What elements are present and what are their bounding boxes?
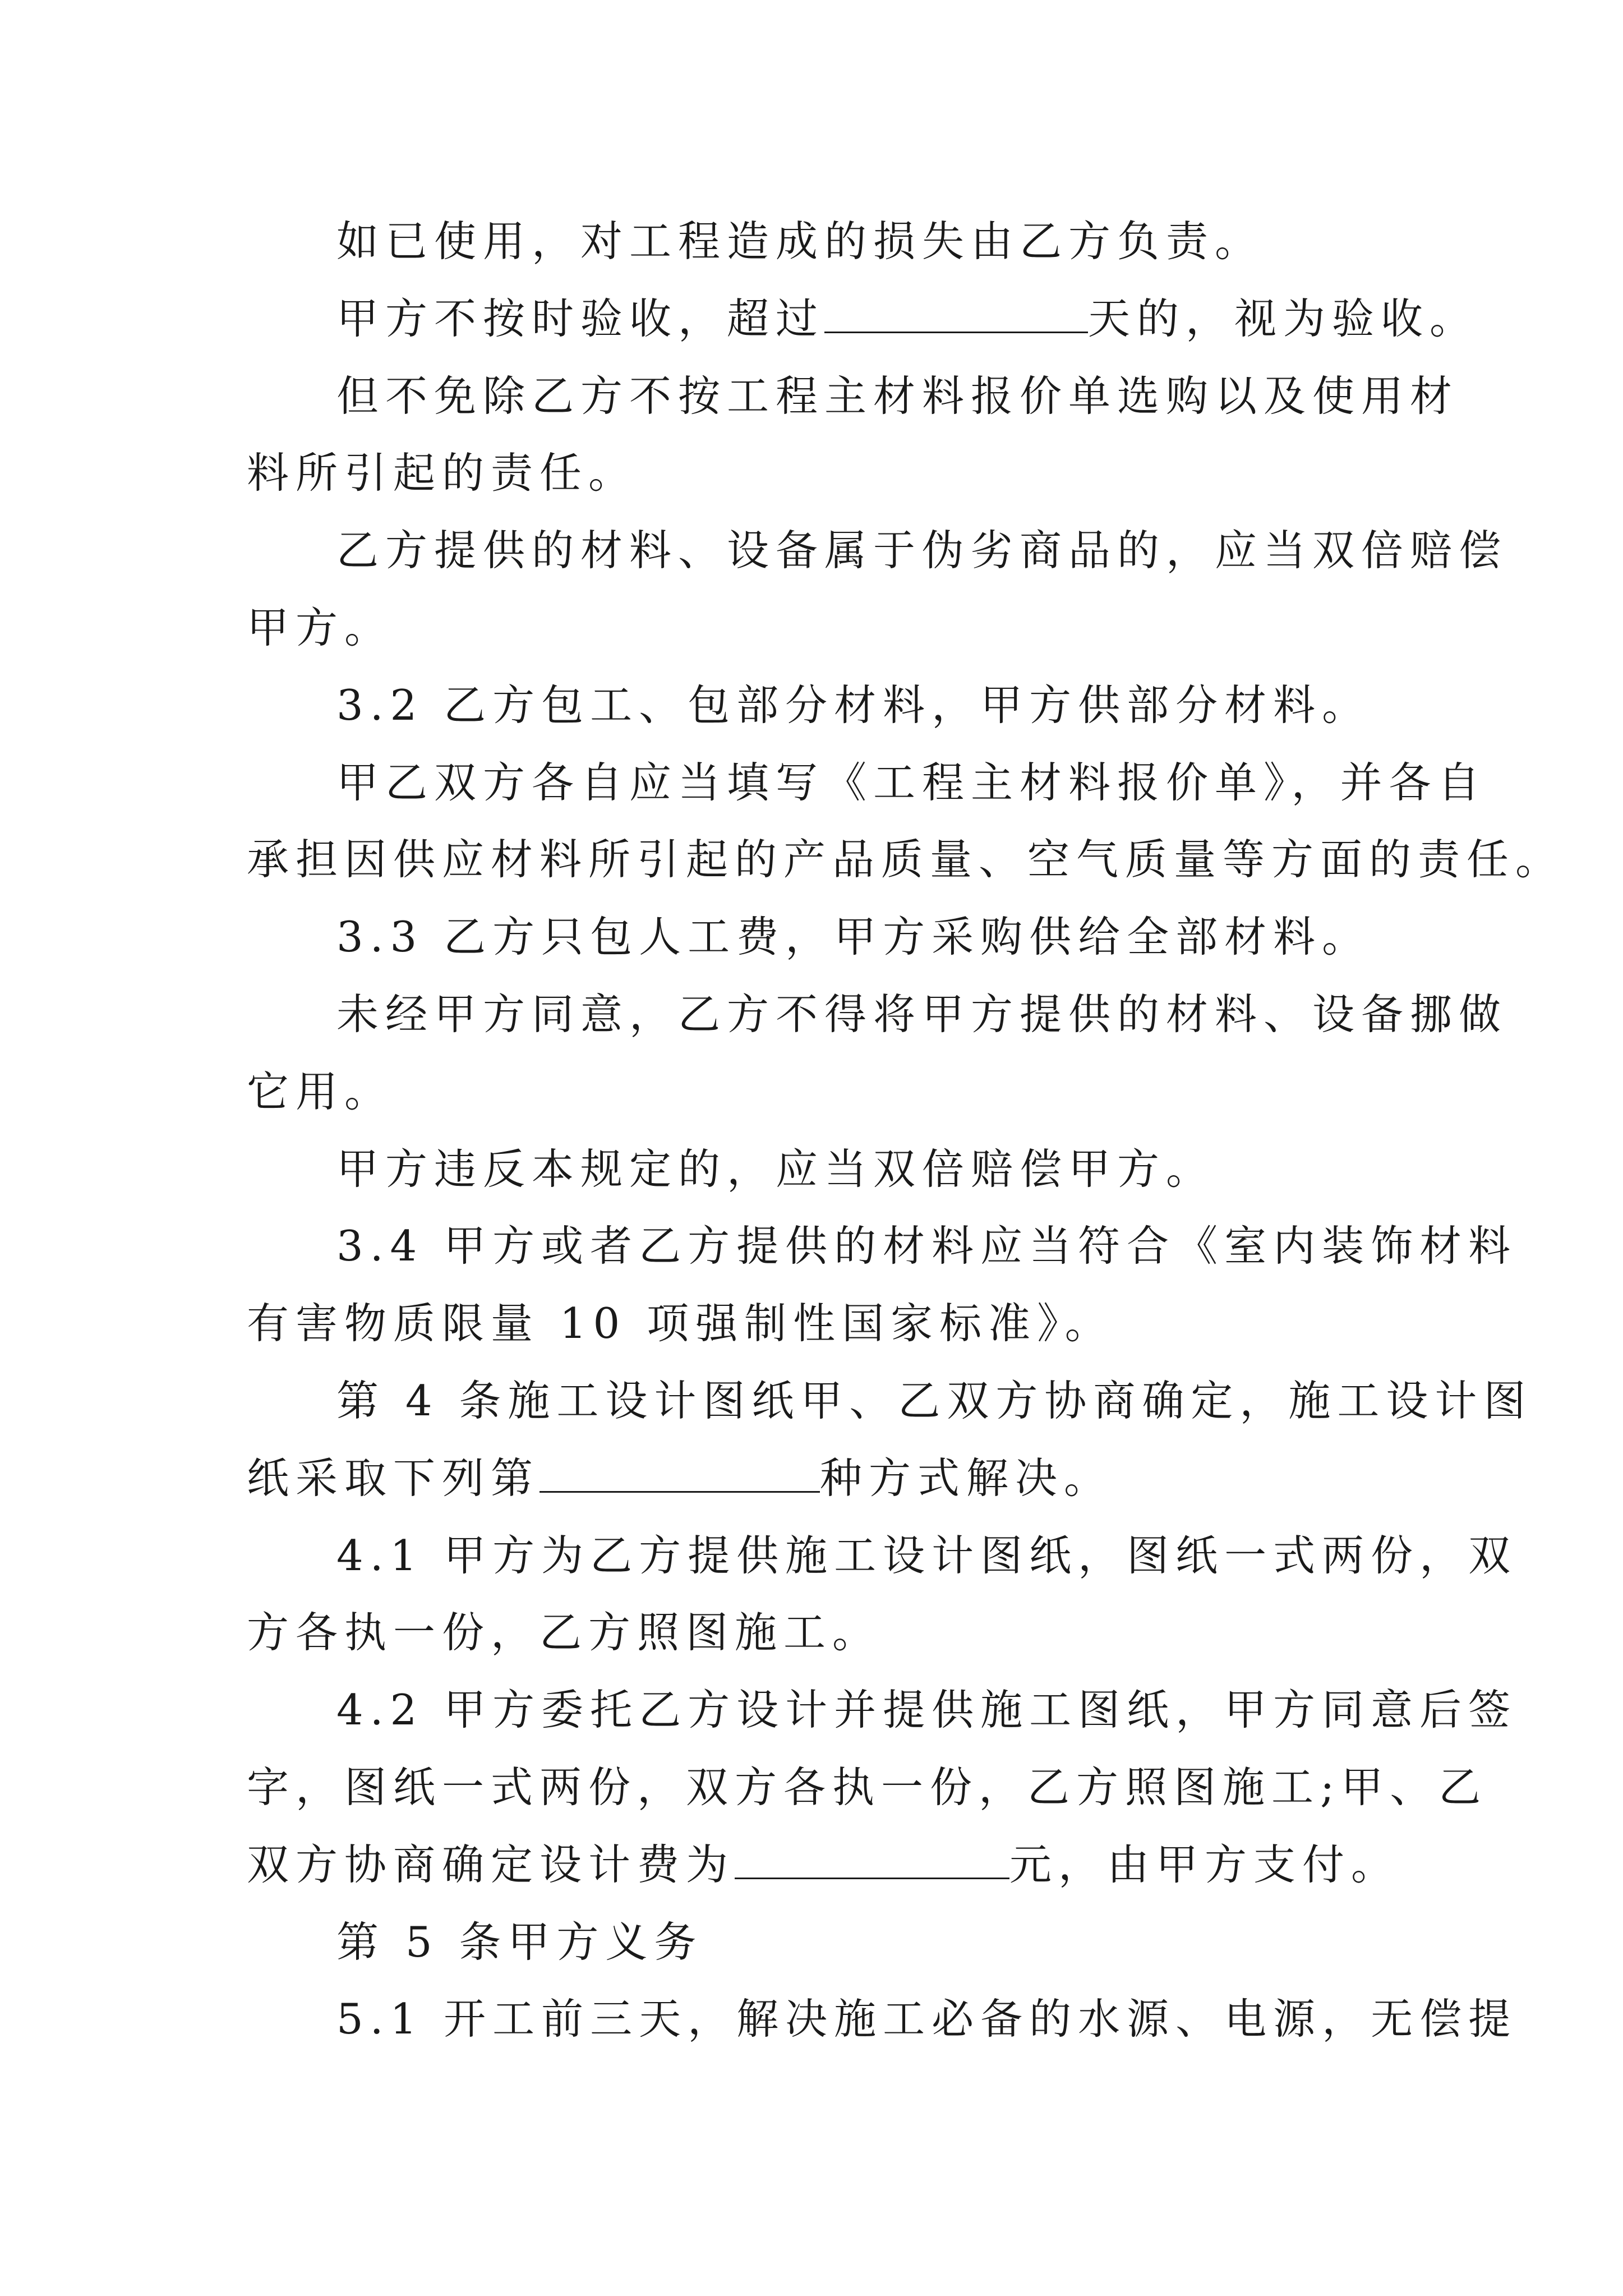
fill-in-blank — [735, 1838, 1009, 1879]
paragraph-line — [336, 986, 1507, 1042]
paragraph-line — [247, 1759, 1487, 1815]
fill-in-blank — [540, 1452, 820, 1493]
paragraph-line — [247, 831, 1564, 887]
text-run: 3.3 乙方只包人工费，甲方采购供给全部材料。 — [336, 912, 1371, 961]
paragraph-line — [336, 368, 1459, 424]
paragraph-line — [336, 1682, 1517, 1738]
text-run: 甲方不按时验收，超过 — [336, 294, 825, 343]
text-run: 双方协商确定设计费为 — [247, 1840, 735, 1889]
paragraph-line — [336, 1373, 1532, 1429]
text-run: 未经甲方同意，乙方不得将甲方提供的材料、设备挪做 — [336, 990, 1508, 1039]
text-run: 甲方。 — [247, 603, 394, 652]
text-run: 第 4 条施工设计图纸甲、乙双方协商确定，施工设计图 — [336, 1376, 1533, 1425]
paragraph-line — [336, 909, 1371, 965]
text-run: 纸采取下列第 — [247, 1453, 540, 1503]
text-run: 字，图纸一式两份，双方各执一份，乙方照图施工;甲、乙 — [247, 1763, 1488, 1812]
paragraph-line — [247, 1450, 1113, 1506]
text-run: 乙方提供的材料、设备属于伪劣商品的，应当双倍赔偿 — [336, 526, 1508, 575]
text-run: 如已使用，对工程造成的损失由乙方负责。 — [336, 217, 1264, 266]
text-run: 4.1 甲方为乙方提供施工设计图纸，图纸一式两份，双 — [336, 1531, 1518, 1580]
text-run: 元，由甲方支付。 — [1009, 1840, 1400, 1889]
paragraph-line — [336, 1991, 1517, 2047]
text-run: 但不免除乙方不按工程主材料报价单选购以及使用材 — [336, 371, 1459, 421]
text-run: 天的，视为验收。 — [1088, 294, 1479, 343]
text-run: 5.1 开工前三天，解决施工必备的水源、电源，无偿提 — [336, 1994, 1518, 2044]
text-run: 种方式解决。 — [820, 1453, 1113, 1503]
paragraph-line — [336, 291, 1478, 347]
text-run: 料所引起的责任。 — [247, 448, 638, 498]
paragraph-line — [336, 1218, 1517, 1274]
fill-in-blank — [824, 292, 1088, 333]
paragraph-line — [336, 213, 1264, 269]
paragraph-line — [247, 1295, 1114, 1351]
paragraph-line — [247, 600, 393, 656]
text-run: 3.2 乙方包工、包部分材料，甲方供部分材料。 — [336, 680, 1371, 730]
text-run: 第 5 条甲方义务 — [336, 1917, 703, 1967]
text-run: 4.2 甲方委托乙方设计并提供施工图纸，甲方同意后签 — [336, 1685, 1518, 1734]
text-run: 3.4 甲方或者乙方提供的材料应当符合《室内装饰材料 — [336, 1221, 1518, 1271]
text-run: 它用。 — [247, 1067, 394, 1116]
paragraph-line — [336, 1141, 1215, 1197]
paragraph-line — [336, 1527, 1517, 1584]
paragraph-line — [247, 1064, 393, 1120]
paragraph-line — [247, 1604, 881, 1660]
text-run: 承担因供应材料所引起的产品质量、空气质量等方面的责任。 — [247, 835, 1565, 884]
text-run: 甲乙双方各自应当填写《工程主材料报价单》，并各自 — [336, 758, 1487, 807]
paragraph-line — [336, 1914, 703, 1970]
paragraph-line — [247, 445, 637, 501]
paragraph-line — [247, 1837, 1400, 1893]
text-run: 方各执一份，乙方照图施工。 — [247, 1608, 882, 1657]
text-run: 甲方违反本规定的，应当双倍赔偿甲方。 — [336, 1144, 1215, 1194]
paragraph-line — [336, 677, 1371, 733]
paragraph-line — [336, 754, 1487, 811]
text-run: 有害物质限量 10 项强制性国家标准》。 — [247, 1299, 1114, 1348]
paragraph-line — [336, 522, 1507, 578]
